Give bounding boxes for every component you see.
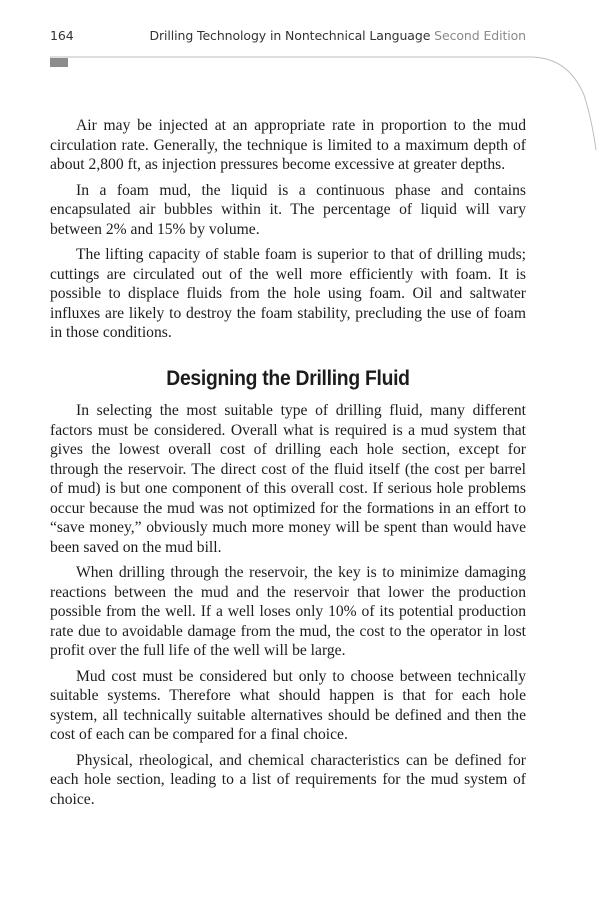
running-title xyxy=(149,28,526,43)
body-paragraph: Physical, rheological, and chemical characteristics can be defined for each hole section, leading to a list of requirements for the mud system of choice. xyxy=(50,751,526,808)
page-body xyxy=(50,116,526,815)
header-marker xyxy=(50,58,68,67)
book-title: Drilling Technology in Nontechnical Language xyxy=(149,28,431,43)
body-paragraph: Mud cost must be considered but only to choose between technically suitable systems. Therefore what should happen is that for each hole system, all technically suitable alternatives should be defined and then the cost of each can be compared for a final choice. xyxy=(50,667,526,743)
section-heading: Designing the Drilling Fluid xyxy=(166,366,410,390)
body-paragraph: When drilling through the reservoir, the key is to minimize damaging reactions between the mud and the reservoir that lower the production possible from the well. If a well loses only 10% of its potential production rate due to avoidable damage from the mud, the cost to the operator in lost profit over the full life of the well will be large. xyxy=(50,564,526,659)
page-number: 164 xyxy=(50,28,74,43)
body-paragraph: In a foam mud, the liquid is a continuous phase and contains encapsulated air bubbles within it. The percentage of liquid will vary between 2% and 15% by volume. xyxy=(50,181,526,238)
body-paragraph: The lifting capacity of stable foam is superior to that of drilling muds; cuttings are circulated out of the well more efficiently with foam. It is possible to displace fluids from the hole using foam. Oil and saltwater influxes are likely to destroy the foam stability, precluding the use of foam in those conditions. xyxy=(50,246,526,341)
body-paragraph: In selecting the most suitable type of drilling fluid, many different factors must be considered. Overall what is required is a mud system that gives the lowest overall cost of drilling each hole section, except for through the reservoir. The direct cost of the fluid itself (the cost per barrel of mud) is but one component of this overall cost. If serious hole problems occur because the mud was not optimized for the formations in an effort to “save money,” obviously much more money will be spent than would have been saved on the mud bill. xyxy=(50,402,526,556)
edition-label: Second Edition xyxy=(434,28,526,43)
body-paragraph: Air may be injected at an appropriate rate in proportion to the mud circulation rate. Generally, the technique is limited to a maximum depth of about 2,800 ft, as injection pressures become excessive at greater depths. xyxy=(50,117,526,173)
